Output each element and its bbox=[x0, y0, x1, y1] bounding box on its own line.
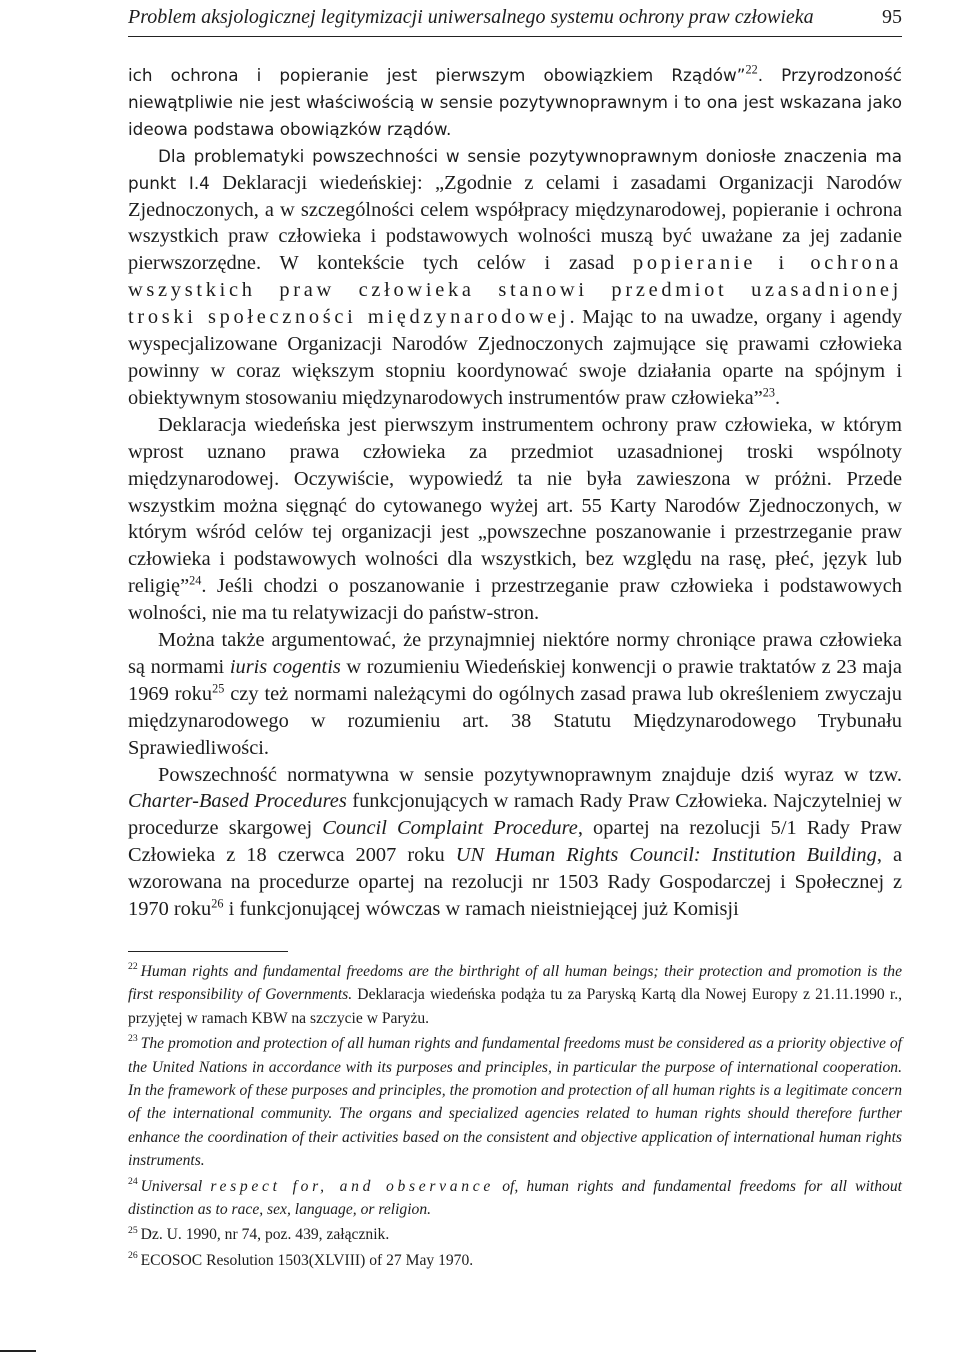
footnote-24 bbox=[128, 1175, 902, 1222]
text: Powszechność normatywna w sensie pozytywnoprawnym znajduje dziś wyraz w tzw. bbox=[158, 763, 902, 786]
text: w rozumieniu Wiedeńskiej konwencji o prawie traktatów z 23 maja 1969 roku bbox=[128, 655, 902, 705]
text: czy też normami należącymi do ogólnych zasad prawa lub określeniem zwyczaju międzynarodowego w rozumieniu art. 38 Statutu Międzynarodowego Trybunału Sprawiedliwości. bbox=[128, 682, 902, 759]
footnote-quote: of, human rights and fundamental freedoms for all without distinction as to race, sex, language, or religion. bbox=[128, 1177, 902, 1219]
running-header bbox=[128, 2, 902, 37]
text: funkcjonujących w ramach Rady Praw Człowieka. Najczytelniej w procedurze skargowej bbox=[128, 790, 902, 840]
paragraph-2 bbox=[128, 143, 902, 412]
text: Można także argumentować, że przynajmniej niektóre normy chroniące prawa człowieka są normami bbox=[128, 629, 902, 678]
footnote-22 bbox=[128, 960, 902, 1030]
footnote-text: ECOSOC Resolution 1503(XLVIII) of 27 May 1970. bbox=[140, 1251, 474, 1269]
footnote-number: 23 bbox=[128, 1033, 138, 1045]
text: . Jeśli chodzi o poszanowanie i przestrzeganie praw człowieka i podstawowych wolności, nie ma tu relatywizacji do państw-stron. bbox=[128, 575, 902, 625]
footnote-ref-22: 22 bbox=[745, 62, 758, 77]
text: , a wzorowana na procedurze opartej na rezolucji nr 1503 Rady Gospodarczej i Społecznej z 1970 roku bbox=[128, 844, 903, 921]
text: , opartej na rezolucji 5/1 Rady Praw Człowieka z 18 czerwca 2007 roku bbox=[128, 817, 902, 867]
text: . Mając to na uwadze, organy i agendy wyspecjalizowane Organizacji Narodów Zjednoczonych zajmujące się prawami człowieka powinny w coraz większym stopniu koordynować swoje działania oparte na spójnym i obiektywnym stosowaniu międzynarodowych instrumentów praw człowieka” bbox=[128, 306, 903, 409]
italic-term: Charter-Based Procedures bbox=[128, 790, 347, 813]
footnote-quote: Universal bbox=[140, 1177, 211, 1195]
footnote-quote: The promotion and protection of all human rights and fundamental freedoms must be considered as a priority objective of the United Nations in accordance with its purposes and principles, in particular the purpose of international cooperation. In the framework of these purposes and principles, the promotion and protection of all human rights is a legitimate concern of the international community. The organs and specialized agencies related to human rights should therefore further enhance the coordination of their activities based on the consistent and objective application of international human rights instruments. bbox=[128, 1035, 902, 1170]
spaced-emphasis: popieranie i ochrona wszystkich praw człowieka stanowi przedmiot uzasadnionej troski społeczności międzynarodowej bbox=[128, 252, 902, 329]
footnote-ref-24: 24 bbox=[189, 573, 202, 588]
footnote-ref-23: 23 bbox=[762, 385, 776, 400]
text: Dla problematyki powszechności w sensie pozytywnoprawnym doniosłe znaczenia ma punkt I.4 bbox=[128, 145, 902, 193]
page-edge-mark bbox=[0, 1350, 36, 1352]
latin-term: iuris cogentis bbox=[229, 655, 341, 678]
page-number: 95 bbox=[882, 6, 902, 28]
italic-term: Council Complaint Procedure bbox=[322, 817, 578, 840]
italic-term: UN Human Rights Council: Institution Building bbox=[455, 844, 877, 867]
paragraph-3 bbox=[128, 412, 902, 627]
text: ich ochrona i popieranie jest pierwszym obowiązkiem Rządów” bbox=[128, 65, 746, 85]
paragraph-4 bbox=[128, 627, 902, 762]
text: Deklaracji wiedeńskiej: „Zgodnie z celami i zasadami Organizacji Narodów Zjednoczonych, a w szczególności celem współpracy międzynarodowej, popieranie i ochrona wszystkich praw człowieka i podstawowych wolności muszą być uważane za jej zadanie pierwszorzędne. W kontekście tych celów i zasad bbox=[128, 171, 902, 275]
footnote-divider bbox=[128, 951, 288, 952]
footnote-23 bbox=[128, 1032, 902, 1172]
footnote-25 bbox=[128, 1223, 902, 1246]
main-text bbox=[128, 62, 902, 923]
paragraph-1 bbox=[128, 62, 902, 143]
footnote-quote: Human rights and fundamental freedoms are the birthright of all human beings; their protection and promotion is the first responsibility of Governments. bbox=[128, 963, 902, 1004]
text: Deklaracja wiedeńska jest pierwszym instrumentem ochrony praw człowieka, w którym wprost uznano prawa człowieka za przedmiot uzasadnionej troski wspólnoty międzynarodowej. Oczywiście, wypowiedź ta nie była zawieszona w próżni. Przede wszystkim można sięgnąć do cytowanego wyżej art. 55 Karty Narodów Zjednoczonych, w którym wśród celów tej organizacji jest „powszechne poszanowanie i przestrzeganie praw człowieka i podstawowych wolności dla wszystkich, bez względu na rasę, płeć, język lub religię” bbox=[128, 413, 902, 598]
footnote-text: Deklaracja wiedeńska podąża tu za Paryską Kartą dla Nowej Europy z 21.11.1990 r., przyjętej w ramach KBW na szczycie w Paryżu. bbox=[128, 986, 902, 1027]
running-title: Problem aksjologicznej legitymizacji uniwersalnego systemu ochrony praw człowieka bbox=[128, 6, 814, 28]
text: i funkcjonującej wówczas w ramach nieistniejącej już Komisji bbox=[223, 898, 739, 921]
footnote-number: 24 bbox=[128, 1175, 138, 1187]
footnote-number: 26 bbox=[128, 1250, 138, 1262]
footnote-ref-25: 25 bbox=[212, 681, 225, 696]
spaced-emphasis: respect for, and observance bbox=[210, 1177, 495, 1195]
paragraph-5 bbox=[128, 762, 902, 923]
text: . bbox=[775, 386, 781, 409]
footnote-number: 25 bbox=[128, 1224, 138, 1236]
footnote-ref-26: 26 bbox=[211, 896, 224, 911]
footnote-26 bbox=[128, 1249, 902, 1272]
footnotes bbox=[128, 960, 902, 1274]
footnote-number: 22 bbox=[128, 961, 138, 973]
footnote-text: Dz. U. 1990, nr 74, poz. 439, załącznik. bbox=[140, 1226, 390, 1244]
text: . Przyrodzoność niewątpliwie nie jest właściwością w sensie pozytywnoprawnym i to ona jest wskazana jako ideowa podstawa obowiązków rządów. bbox=[128, 65, 903, 139]
